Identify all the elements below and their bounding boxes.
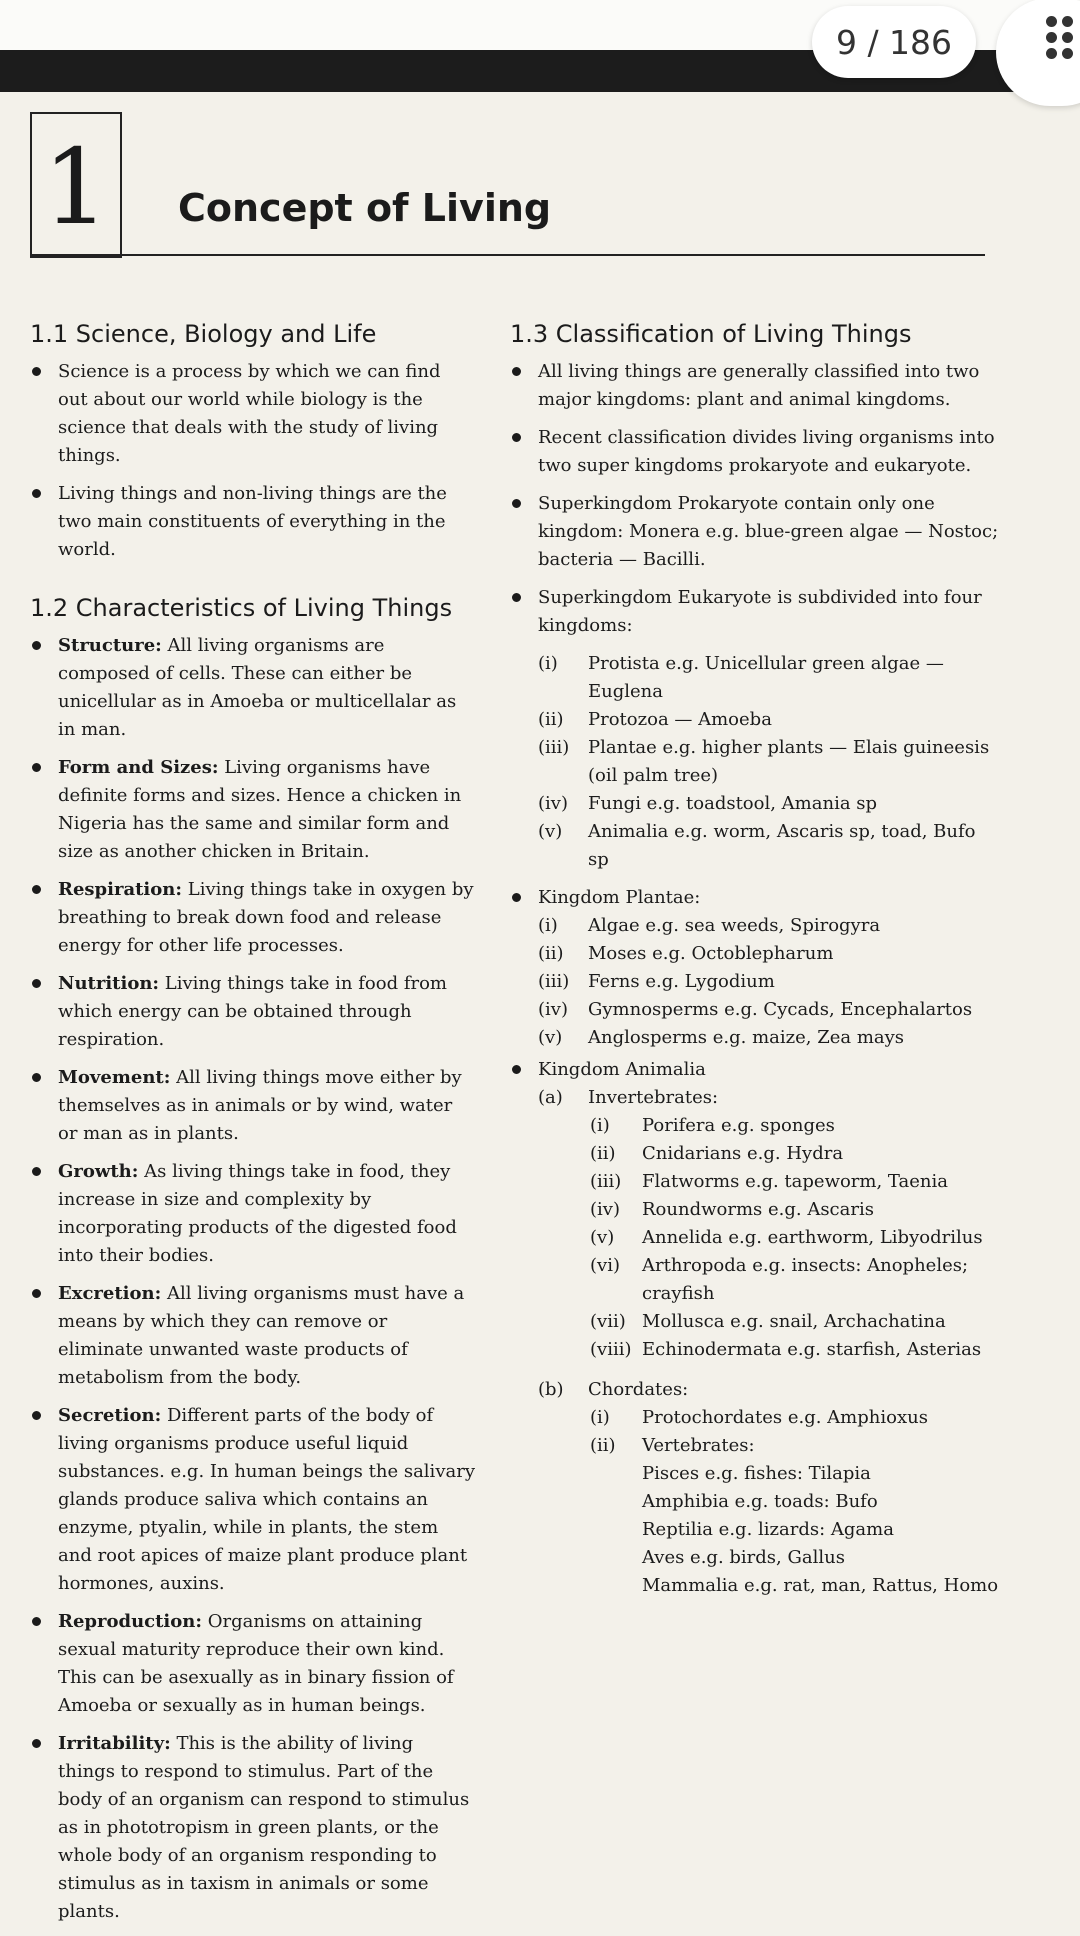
list-item: (i) Porifera e.g. sponges [590, 1115, 835, 1136]
list-item: (v) Annelida e.g. earthworm, Libyodrilus [590, 1227, 983, 1248]
bullet-keyword: Nutrition: [58, 973, 160, 994]
section-heading-1-3: 1.3 Classification of Living Things [510, 320, 912, 348]
bullet-keyword: Excretion: [58, 1283, 162, 1304]
list-item: Pisces e.g. fishes: Tilapia [642, 1463, 871, 1484]
bullet-item [30, 1730, 475, 1926]
bullet-text: Living organisms have definite forms and sizes. Hence a chicken in Nigeria has the same and similar form and size as another chicken in Britain. [58, 757, 462, 862]
bullet-keyword: Reproduction: [58, 1611, 203, 1632]
list-item: (vi) Arthropoda e.g. insects: Anopheles; crayfish [590, 1255, 969, 1304]
bullet-text: Living things take in oxygen by breathing to break down food and release energy for other life processes. [58, 879, 474, 956]
list-item: (v) Animalia e.g. worm, Ascaris sp, toad, Bufo sp [538, 821, 976, 870]
animalia-list [538, 1084, 1000, 1600]
bullet-item: All living things are generally classified into two major kingdoms: plant and animal kingdoms. [510, 358, 1000, 414]
bullet-item [30, 1064, 475, 1148]
list-item: (viii) Echinodermata e.g. starfish, Asterias [590, 1339, 982, 1360]
list-item: (iii) Flatworms e.g. tapeworm, Taenia [590, 1171, 948, 1192]
list-item: Mammalia e.g. rat, man, Rattus, Homo [642, 1575, 999, 1596]
bullet-item [30, 1608, 475, 1720]
left-column [30, 318, 475, 1936]
list-item: (iii) Plantae e.g. higher plants — Elais guineesis (oil palm tree) [538, 737, 990, 786]
bullet-item: Living things and non-living things are the two main constituents of everything in the world. [30, 480, 475, 564]
bullet-keyword: Growth: [58, 1161, 139, 1182]
bullet-item: Recent classification divides living organisms into two super kingdoms prokaryote and eukaryote. [510, 424, 1000, 480]
eukaryote-kingdom-list [538, 650, 1000, 874]
chapter-number: 1 [30, 112, 122, 258]
bullet-keyword: Respiration: [58, 879, 183, 900]
list-item: (ii) Vertebrates: [590, 1435, 755, 1456]
list-item: (ii) Protozoa — Amoeba [538, 709, 772, 730]
list-item: (ii) Cnidarians e.g. Hydra [590, 1143, 844, 1164]
right-column [510, 318, 1000, 1600]
chapter-title: Concept of Living [178, 186, 552, 230]
bullet-item: Science is a process by which we can find out about our world while biology is the science that deals with the study of living things. [30, 358, 475, 470]
chapter-rule [30, 254, 985, 256]
bullet-keyword: Irritability: [58, 1733, 171, 1754]
bullet-text: This is the ability of living things to respond to stimulus. Part of the body of an organism can respond to stimulus as in phototropism in green plants, or the whole body of an organism responding to stimulus as in taxism in animals or some plants. [58, 1733, 470, 1922]
bullet-text: All living things move either by themselves as in animals or by wind, water or man as in plants. [58, 1067, 462, 1144]
list-item: (iv) Gymnosperms e.g. Cycads, Encephalartos [538, 999, 973, 1020]
bullet-item: Superkingdom Prokaryote contain only one kingdom: Monera e.g. blue-green algae — Nostoc; bacteria — Bacilli. [510, 490, 1000, 574]
list-item: (a) Invertebrates: [538, 1087, 719, 1108]
list-item: (i) Algae e.g. sea weeds, Spirogyra [538, 915, 881, 936]
list-item: (v) Anglosperms e.g. maize, Zea mays [538, 1027, 905, 1048]
bullet-item [30, 632, 475, 744]
bullet-keyword: Form and Sizes: [58, 757, 219, 778]
list-item: (iv) Roundworms e.g. Ascaris [590, 1199, 874, 1220]
bullet-item: Superkingdom Eukaryote is subdivided into four kingdoms: [510, 584, 1000, 640]
list-item: (iii) Ferns e.g. Lygodium [538, 971, 775, 992]
list-item: Aves e.g. birds, Gallus [642, 1547, 845, 1568]
plantae-list [538, 912, 1000, 1052]
section-heading-1-2: 1.2 Characteristics of Living Things [30, 594, 453, 622]
bullet-keyword: Structure: [58, 635, 162, 656]
bullet-item [30, 1280, 475, 1392]
page-counter[interactable]: 9 / 186 [812, 6, 976, 78]
list-item: (b) Chordates: [538, 1379, 689, 1400]
bullet-item [30, 754, 475, 866]
bullet-item [30, 1402, 475, 1598]
bullet-item: Kingdom Animalia [510, 1056, 1000, 1084]
list-item: (i) Protochordates e.g. Amphioxus [590, 1407, 928, 1428]
bullet-text: Organisms on attaining sexual maturity reproduce their own kind. This can be asexually as in binary fission of Amoeba or sexually as in human beings. [58, 1611, 454, 1716]
list-item: (iv) Fungi e.g. toadstool, Amania sp [538, 793, 878, 814]
list-item: (vii) Mollusca e.g. snail, Archachatina [590, 1311, 946, 1332]
bullet-text: Living things take in food from which energy can be obtained through respiration. [58, 973, 447, 1050]
bullet-text: As living things take in food, they increase in size and complexity by incorporating products of the digested food into their bodies. [58, 1161, 457, 1266]
list-item: (i) Protista e.g. Unicellular green algae — Euglena [538, 653, 944, 702]
bullet-text: All living organisms are composed of cells. These can either be unicellular as in Amoeba or multicellalar as in man. [58, 635, 457, 740]
list-item: (ii) Moses e.g. Octoblepharum [538, 943, 834, 964]
list-item: Reptilia e.g. lizards: Agama [642, 1519, 894, 1540]
section-heading-1-1: 1.1 Science, Biology and Life [30, 320, 377, 348]
bullet-text: Different parts of the body of living organisms produce useful liquid substances. e.g. In human beings the salivary glands produce saliva which contains an enzyme, ptyalin, while in plants, the stem and root apices of maize plant produce plant hormones, auxins. [58, 1405, 475, 1594]
bullet-item [30, 1158, 475, 1270]
bullet-item: Kingdom Plantae: [510, 884, 1000, 912]
bullet-keyword: Movement: [58, 1067, 171, 1088]
bullet-keyword: Secretion: [58, 1405, 162, 1426]
bullet-item [30, 970, 475, 1054]
bullet-text: All living organisms must have a means by which they can remove or eliminate unwanted waste products of metabolism from the body. [58, 1283, 465, 1388]
list-item: Amphibia e.g. toads: Bufo [642, 1491, 878, 1512]
bullet-item [30, 876, 475, 960]
grid-dots-icon [1046, 16, 1074, 60]
